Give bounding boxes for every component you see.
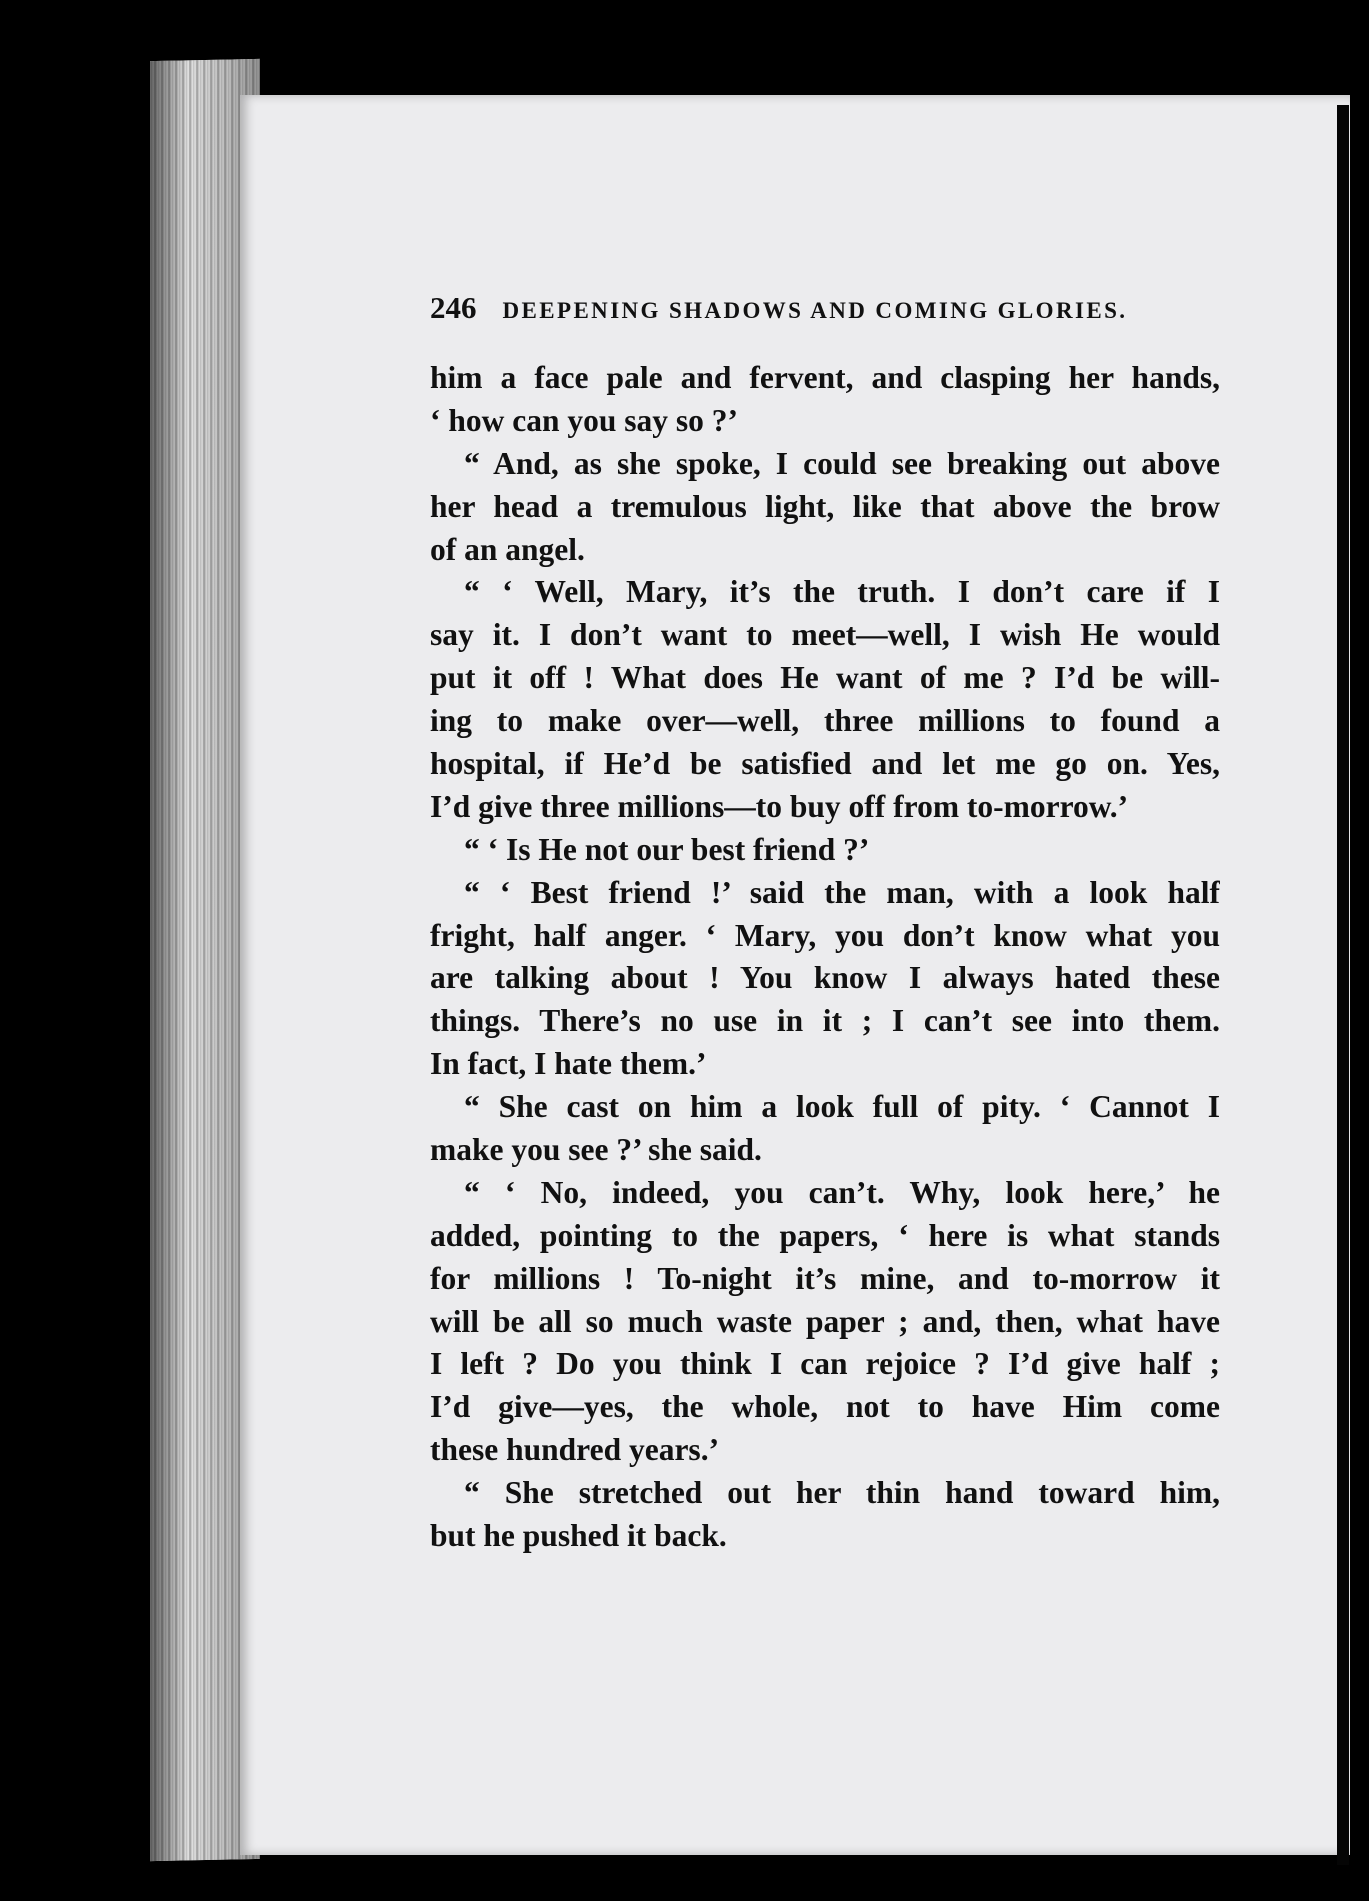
text-line: “ ‘ Is He not our best friend ?’ [464, 831, 870, 867]
text-line: “ And, as she spoke, I could see breaking out above [464, 445, 1220, 481]
text-line: ing to make over—well, three millions to found a [430, 703, 1220, 739]
running-head: DEEPENING SHADOWS AND COMING GLORIES. [502, 298, 1128, 323]
text-line: these hundred years.’ [430, 1432, 720, 1468]
text-line: put it off ! What does He want of me ? I’d be will- [430, 660, 1220, 696]
text-line: of an angel. [430, 531, 585, 567]
text-line: are talking about ! You know I always hated these [430, 960, 1220, 996]
text-line: “ She cast on him a look full of pity. ‘ Cannot I [464, 1089, 1220, 1125]
text-line: make you see ?’ she said. [430, 1132, 762, 1168]
text-line: him a face pale and fervent, and clasping her hands, [430, 360, 1220, 395]
text-line: “ She stretched out her thin hand toward him, [464, 1475, 1220, 1511]
text-line: “ ‘ No, indeed, you can’t. Why, look here,’ he [464, 1174, 1220, 1210]
text-line: I left ? Do you think I can rejoice ? I’d give half ; [430, 1346, 1220, 1382]
text-line: I’d give three millions—to buy off from to-morrow.’ [430, 788, 1129, 824]
text-line: fright, half anger. ‘ Mary, you don’t know what you [430, 917, 1220, 953]
body-text [430, 357, 1220, 1558]
text-line: added, pointing to the papers, ‘ here is what stands [430, 1217, 1220, 1253]
text-line: say it. I don’t want to meet—well, I wish He would [430, 617, 1220, 653]
text-line: In fact, I hate them.’ [430, 1046, 707, 1082]
text-line: “ ‘ Best friend !’ said the man, with a look half [464, 874, 1220, 910]
page-number: 246 [430, 290, 477, 325]
text-line: but he pushed it back. [430, 1518, 727, 1554]
text-line: for millions ! To-night it’s mine, and to-morrow it [430, 1260, 1220, 1296]
text-line: ‘ how can you say so ?’ [430, 402, 739, 438]
text-line: I’d give—yes, the whole, not to have Him come [430, 1389, 1220, 1425]
text-line: hospital, if He’d be satisfied and let me go on. Yes, [430, 746, 1220, 782]
page-right-border [1337, 105, 1349, 1865]
text-line: “ ‘ Well, Mary, it’s the truth. I don’t care if I [464, 574, 1220, 610]
text-line: her head a tremulous light, like that above the brow [430, 488, 1220, 524]
text-line: things. There’s no use in it ; I can’t see into them. [430, 1003, 1220, 1039]
text-line: will be all so much waste paper ; and, then, what have [430, 1303, 1220, 1339]
page-header [430, 290, 1220, 330]
